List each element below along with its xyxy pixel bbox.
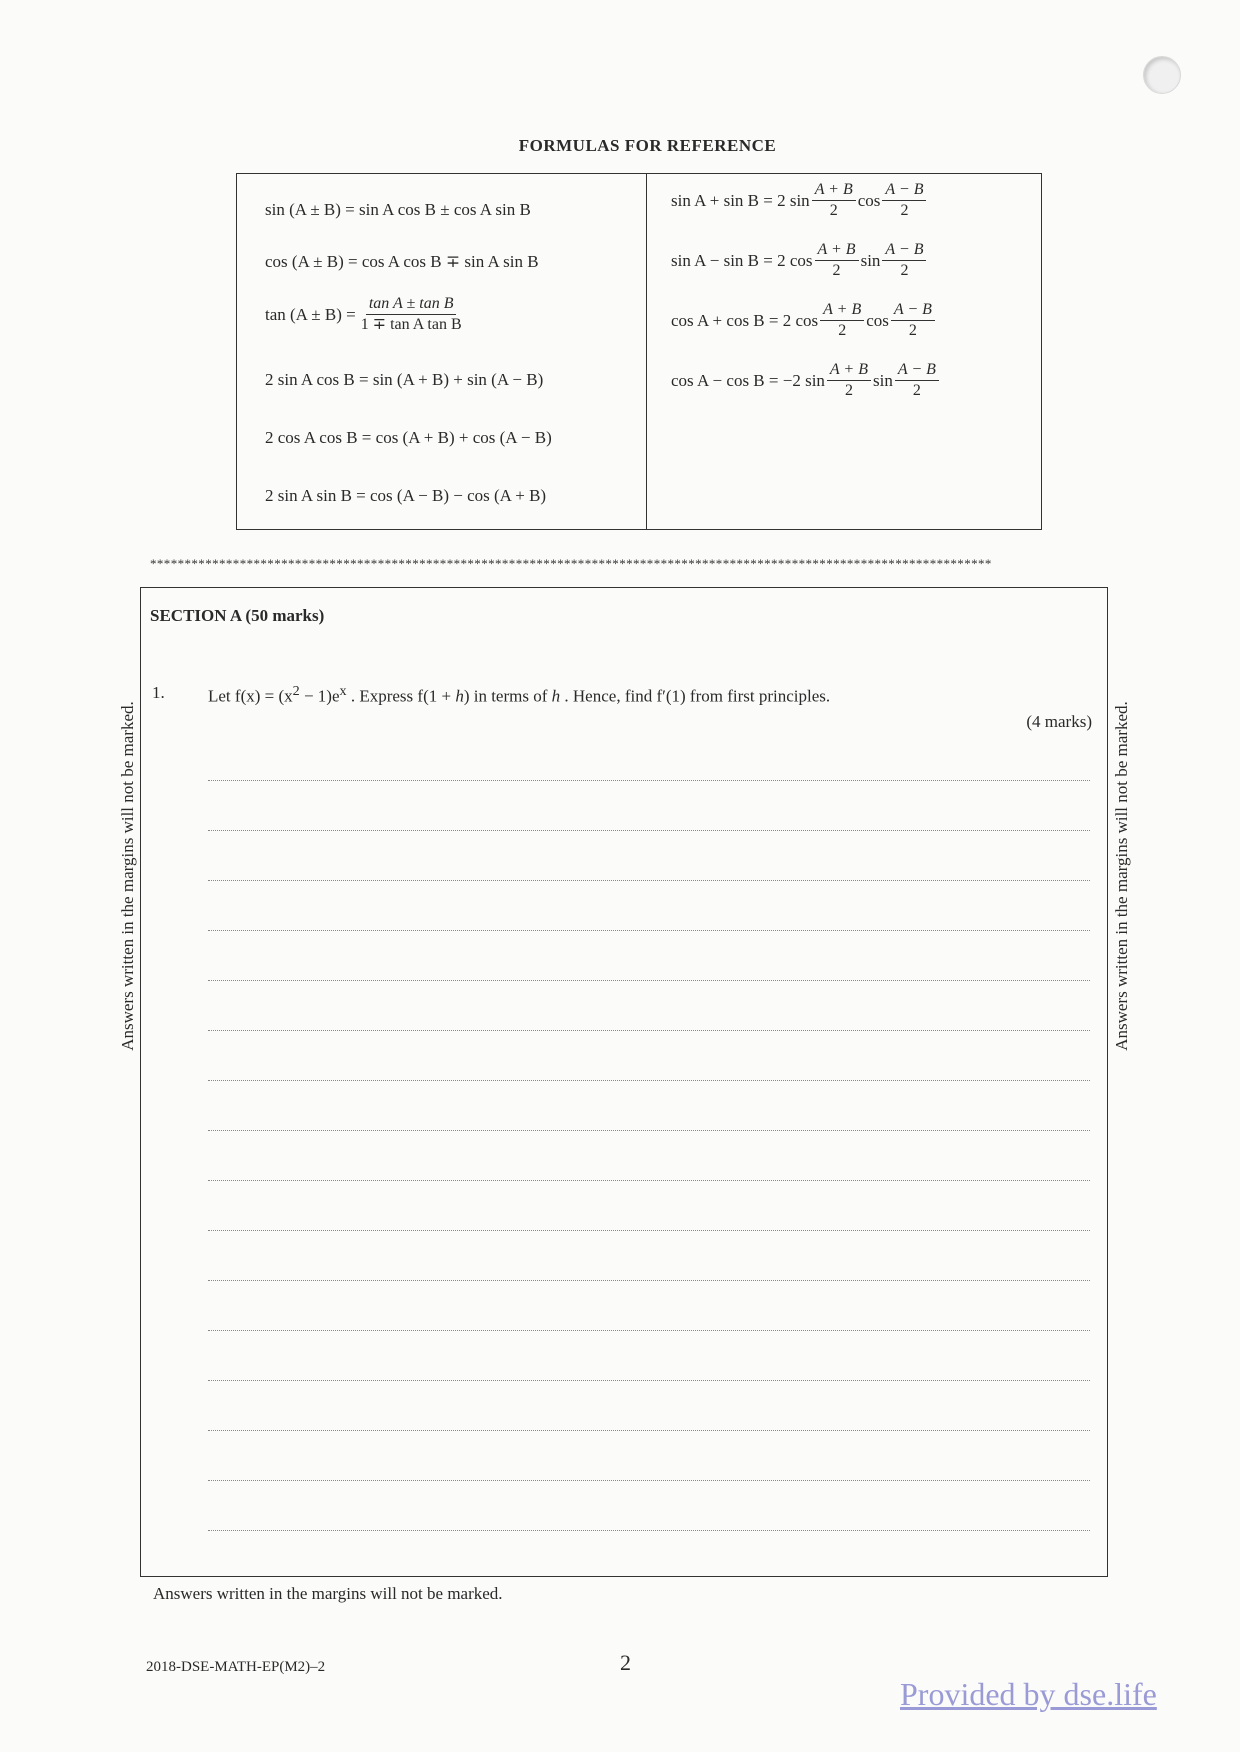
formula-2sinsin: 2 sin A sin B = cos (A − B) − cos (A + B) <box>265 486 547 505</box>
fraction <box>820 300 864 341</box>
answer-line[interactable] <box>208 1280 1090 1281</box>
formula-2sincos: 2 sin A cos B = sin (A + B) + sin (A − B) <box>265 370 544 389</box>
variable-h: h <box>551 686 561 706</box>
fraction-denominator: 2 <box>900 262 909 279</box>
fraction <box>895 360 939 401</box>
answer-line[interactable] <box>208 1180 1090 1181</box>
formula-cos-minus-cos <box>671 360 941 401</box>
answer-line[interactable] <box>208 880 1090 881</box>
section-title: SECTION A (50 marks) <box>150 606 325 625</box>
fraction <box>882 240 926 281</box>
footer-code: 2018-DSE-MATH-EP(M2)–2 <box>146 1659 326 1675</box>
tan-fraction <box>358 294 465 335</box>
superscript: 2 <box>292 683 300 699</box>
fraction-denominator: 2 <box>829 202 838 219</box>
fraction <box>812 180 856 221</box>
reference-title: FORMULAS FOR REFERENCE <box>518 136 777 155</box>
fraction-denominator: 2 <box>908 322 917 339</box>
answer-line[interactable] <box>208 1330 1090 1331</box>
formula-sin-sum: sin (A ± B) = sin A cos B ± cos A sin B <box>265 200 531 219</box>
tan-lhs: tan (A ± B) = <box>265 304 356 324</box>
punch-hole <box>1143 56 1181 94</box>
fraction-numerator: A − B <box>882 180 926 201</box>
answer-line[interactable] <box>208 780 1090 781</box>
right-margin-note: Answers written in the margins will not be marked. <box>1112 701 1131 1051</box>
formula-lhs: sin A − sin B = 2 cos <box>671 250 813 270</box>
answer-line[interactable] <box>208 1380 1090 1381</box>
fraction-numerator: A − B <box>882 240 926 261</box>
fraction-numerator: A + B <box>827 360 871 381</box>
formula-sin-plus-sin <box>671 180 928 221</box>
fraction <box>882 180 926 221</box>
fraction-numerator: A + B <box>820 300 864 321</box>
formula-cos-sum: cos (A ± B) = cos A cos B ∓ sin A sin B <box>265 252 539 271</box>
question-part: − 1)e <box>299 686 340 706</box>
left-margin-note: Answers written in the margins will not be marked. <box>118 701 137 1051</box>
fraction <box>891 300 935 341</box>
separator-stars: ************************************************************************************************************************** <box>150 556 992 571</box>
answer-line[interactable] <box>208 1230 1090 1231</box>
page-number: 2 <box>620 1650 631 1675</box>
answer-line[interactable] <box>208 1430 1090 1431</box>
fraction-denominator: 2 <box>832 262 841 279</box>
fraction-denominator: 2 <box>912 382 921 399</box>
formula-mid: sin <box>872 370 893 390</box>
question-part: ) in terms of <box>463 686 552 706</box>
fraction-numerator: A + B <box>815 240 859 261</box>
formula-divider <box>646 174 647 529</box>
question-part: Let f(x) = (x <box>208 686 293 706</box>
answer-line[interactable] <box>208 1130 1090 1131</box>
formula-mid: sin <box>860 250 881 270</box>
tan-denominator: 1 ∓ tan A tan B <box>360 316 462 333</box>
question-part: . Hence, find f′(1) from first principles. <box>560 686 831 706</box>
fraction <box>827 360 871 401</box>
formula-lhs: sin A + sin B = 2 sin <box>671 190 810 210</box>
answer-line[interactable] <box>208 1530 1090 1531</box>
answer-line[interactable] <box>208 930 1090 931</box>
formula-lhs: cos A + cos B = 2 cos <box>671 310 819 330</box>
tan-numerator: tan A ± tan B <box>366 294 457 315</box>
formula-sin-minus-sin <box>671 240 928 281</box>
answer-line[interactable] <box>208 830 1090 831</box>
answer-line[interactable] <box>208 1080 1090 1081</box>
fraction-numerator: A + B <box>812 180 856 201</box>
answer-line[interactable] <box>208 1030 1090 1031</box>
question-number: 1. <box>152 683 165 702</box>
provider-link[interactable]: Provided by dse.life <box>900 1676 1157 1712</box>
formula-lhs: cos A − cos B = −2 sin <box>671 370 825 390</box>
answer-box <box>140 587 1108 1577</box>
question-marks: (4 marks) <box>1026 712 1092 731</box>
answer-line[interactable] <box>208 980 1090 981</box>
formula-cos-plus-cos <box>671 300 937 341</box>
fraction-numerator: A − B <box>891 300 935 321</box>
fraction-denominator: 2 <box>838 322 847 339</box>
fraction <box>815 240 859 281</box>
formula-mid: cos <box>866 310 889 330</box>
question-text <box>208 683 830 707</box>
superscript: x <box>339 683 347 699</box>
variable-h: h <box>455 686 464 706</box>
formula-2coscos: 2 cos A cos B = cos (A + B) + cos (A − B) <box>265 428 552 447</box>
formula-mid: cos <box>857 190 881 210</box>
fraction-numerator: A − B <box>895 360 939 381</box>
bottom-margin-note: Answers written in the margins will not be marked. <box>153 1584 503 1603</box>
fraction-denominator: 2 <box>844 382 853 399</box>
fraction-denominator: 2 <box>900 202 909 219</box>
formula-box <box>236 173 1042 530</box>
answer-line[interactable] <box>208 1480 1090 1481</box>
question-part: . Express f(1 + <box>346 686 456 706</box>
formula-tan-sum <box>265 294 467 335</box>
